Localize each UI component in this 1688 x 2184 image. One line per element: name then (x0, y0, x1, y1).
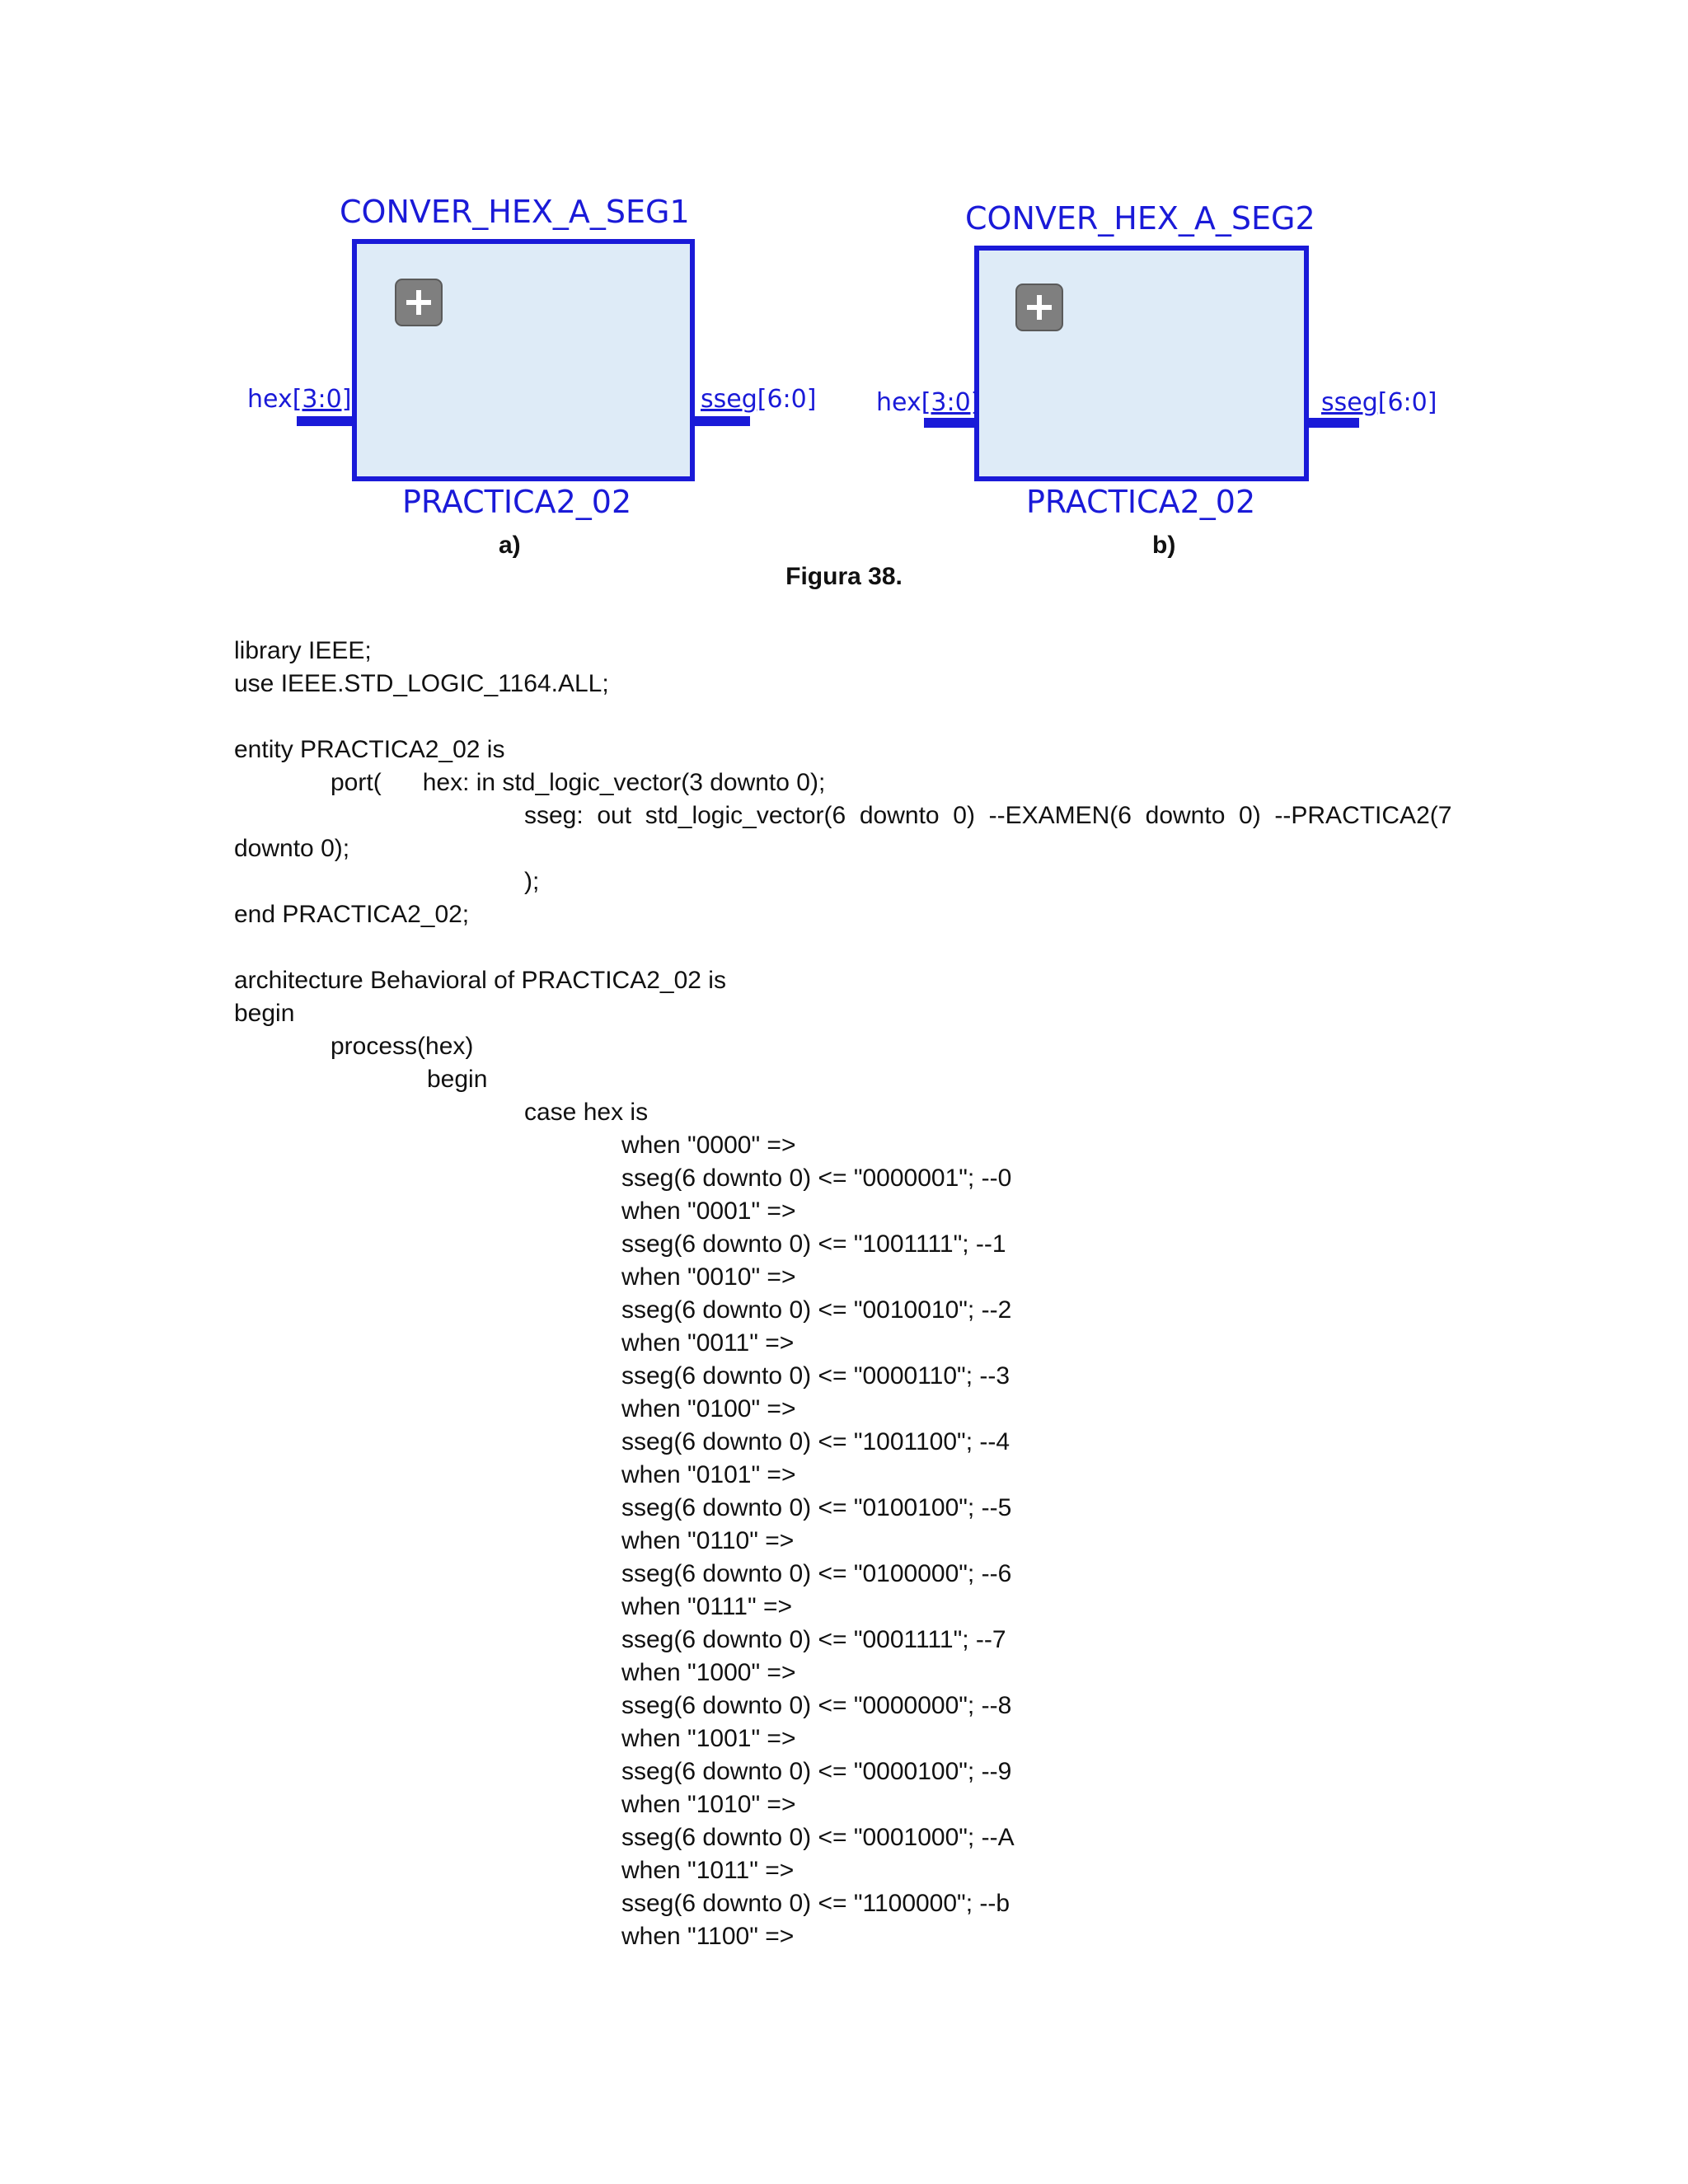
code-line: library IEEE; (234, 637, 372, 664)
code-line: sseg(6 downto 0) <= "0000100"; --9 (621, 1758, 1012, 1785)
block-box (977, 248, 1306, 479)
code-line: sseg(6 downto 0) <= "0001000"; --A (621, 1824, 1015, 1851)
code-line: when "1100" => (621, 1923, 795, 1950)
code-line: sseg(6 downto 0) <= "1001111"; --1 (621, 1230, 1006, 1258)
code-line: sseg(6 downto 0) <= "0100100"; --5 (621, 1494, 1012, 1521)
block-diagram-a (239, 194, 832, 540)
input-port-label: hex[3:0] (876, 388, 981, 417)
panel-label-a: a) (499, 532, 521, 559)
code-line: sseg(6 downto 0) <= "0001111"; --7 (621, 1626, 1006, 1653)
figure-caption: Figura 38. (785, 563, 903, 590)
code-line: sseg(6 downto 0) <= "0100000"; --6 (621, 1560, 1012, 1587)
code-line: end PRACTICA2_02; (234, 901, 470, 928)
code-line: sseg(6 downto 0) <= "1100000"; --b (621, 1890, 1010, 1917)
code-line: when "0010" => (621, 1263, 796, 1291)
plus-icon[interactable] (396, 279, 442, 326)
code-line: ); (524, 868, 540, 895)
code-line: when "1010" => (621, 1791, 796, 1818)
code-line: begin (427, 1066, 488, 1093)
code-line: when "0110" => (621, 1527, 795, 1554)
block-subtitle: PRACTICA2_02 (402, 484, 632, 520)
code-line: sseg(6 downto 0) <= "1001100"; --4 (621, 1428, 1010, 1455)
code-line: sseg: out std_logic_vector(6 downto 0) --EXAMEN(6 downto 0) --PRACTICA2(7 (524, 802, 1452, 829)
code-line: when "0011" => (621, 1329, 795, 1357)
code-line: when "0100" => (621, 1395, 796, 1422)
block-title: CONVER_HEX_A_SEG1 (340, 194, 690, 230)
output-port-label: sseg[6:0] (701, 385, 817, 414)
input-port-line (924, 418, 977, 428)
code-line: downto 0); (234, 835, 350, 862)
code-line: port( hex: in std_logic_vector(3 downto 0); (331, 769, 826, 796)
block-subtitle: PRACTICA2_02 (1026, 484, 1256, 520)
code-line: use IEEE.STD_LOGIC_1164.ALL; (234, 670, 609, 697)
block-box (354, 241, 692, 479)
plus-icon[interactable] (1016, 284, 1062, 330)
input-port-label: hex[3:0] (247, 385, 352, 414)
code-line: sseg(6 downto 0) <= "0010010"; --2 (621, 1296, 1012, 1324)
code-line: entity PRACTICA2_02 is (234, 736, 505, 763)
code-line: when "0000" => (621, 1132, 796, 1159)
block-diagram-b (861, 200, 1455, 546)
code-line: sseg(6 downto 0) <= "0000110"; --3 (621, 1362, 1010, 1390)
code-line: process(hex) (331, 1033, 474, 1060)
panel-label-b: b) (1152, 532, 1176, 559)
block-title: CONVER_HEX_A_SEG2 (965, 200, 1315, 237)
code-line: when "1000" => (621, 1659, 796, 1686)
output-port-line (692, 416, 750, 426)
output-port-label: sseg[6:0] (1321, 388, 1437, 417)
code-line: architecture Behavioral of PRACTICA2_02 is (234, 967, 726, 994)
code-line: begin (234, 1000, 295, 1027)
code-line: case hex is (524, 1099, 649, 1126)
code-line: when "0101" => (621, 1461, 796, 1488)
code-line: sseg(6 downto 0) <= "0000000"; --8 (621, 1692, 1012, 1719)
code-line: sseg(6 downto 0) <= "0000001"; --0 (621, 1165, 1012, 1192)
input-port-line (297, 416, 354, 426)
code-line: when "1011" => (621, 1857, 795, 1884)
code-line: when "0111" => (621, 1593, 793, 1620)
output-port-line (1306, 418, 1359, 428)
code-line: when "1001" => (621, 1725, 796, 1752)
code-line: when "0001" => (621, 1197, 796, 1225)
